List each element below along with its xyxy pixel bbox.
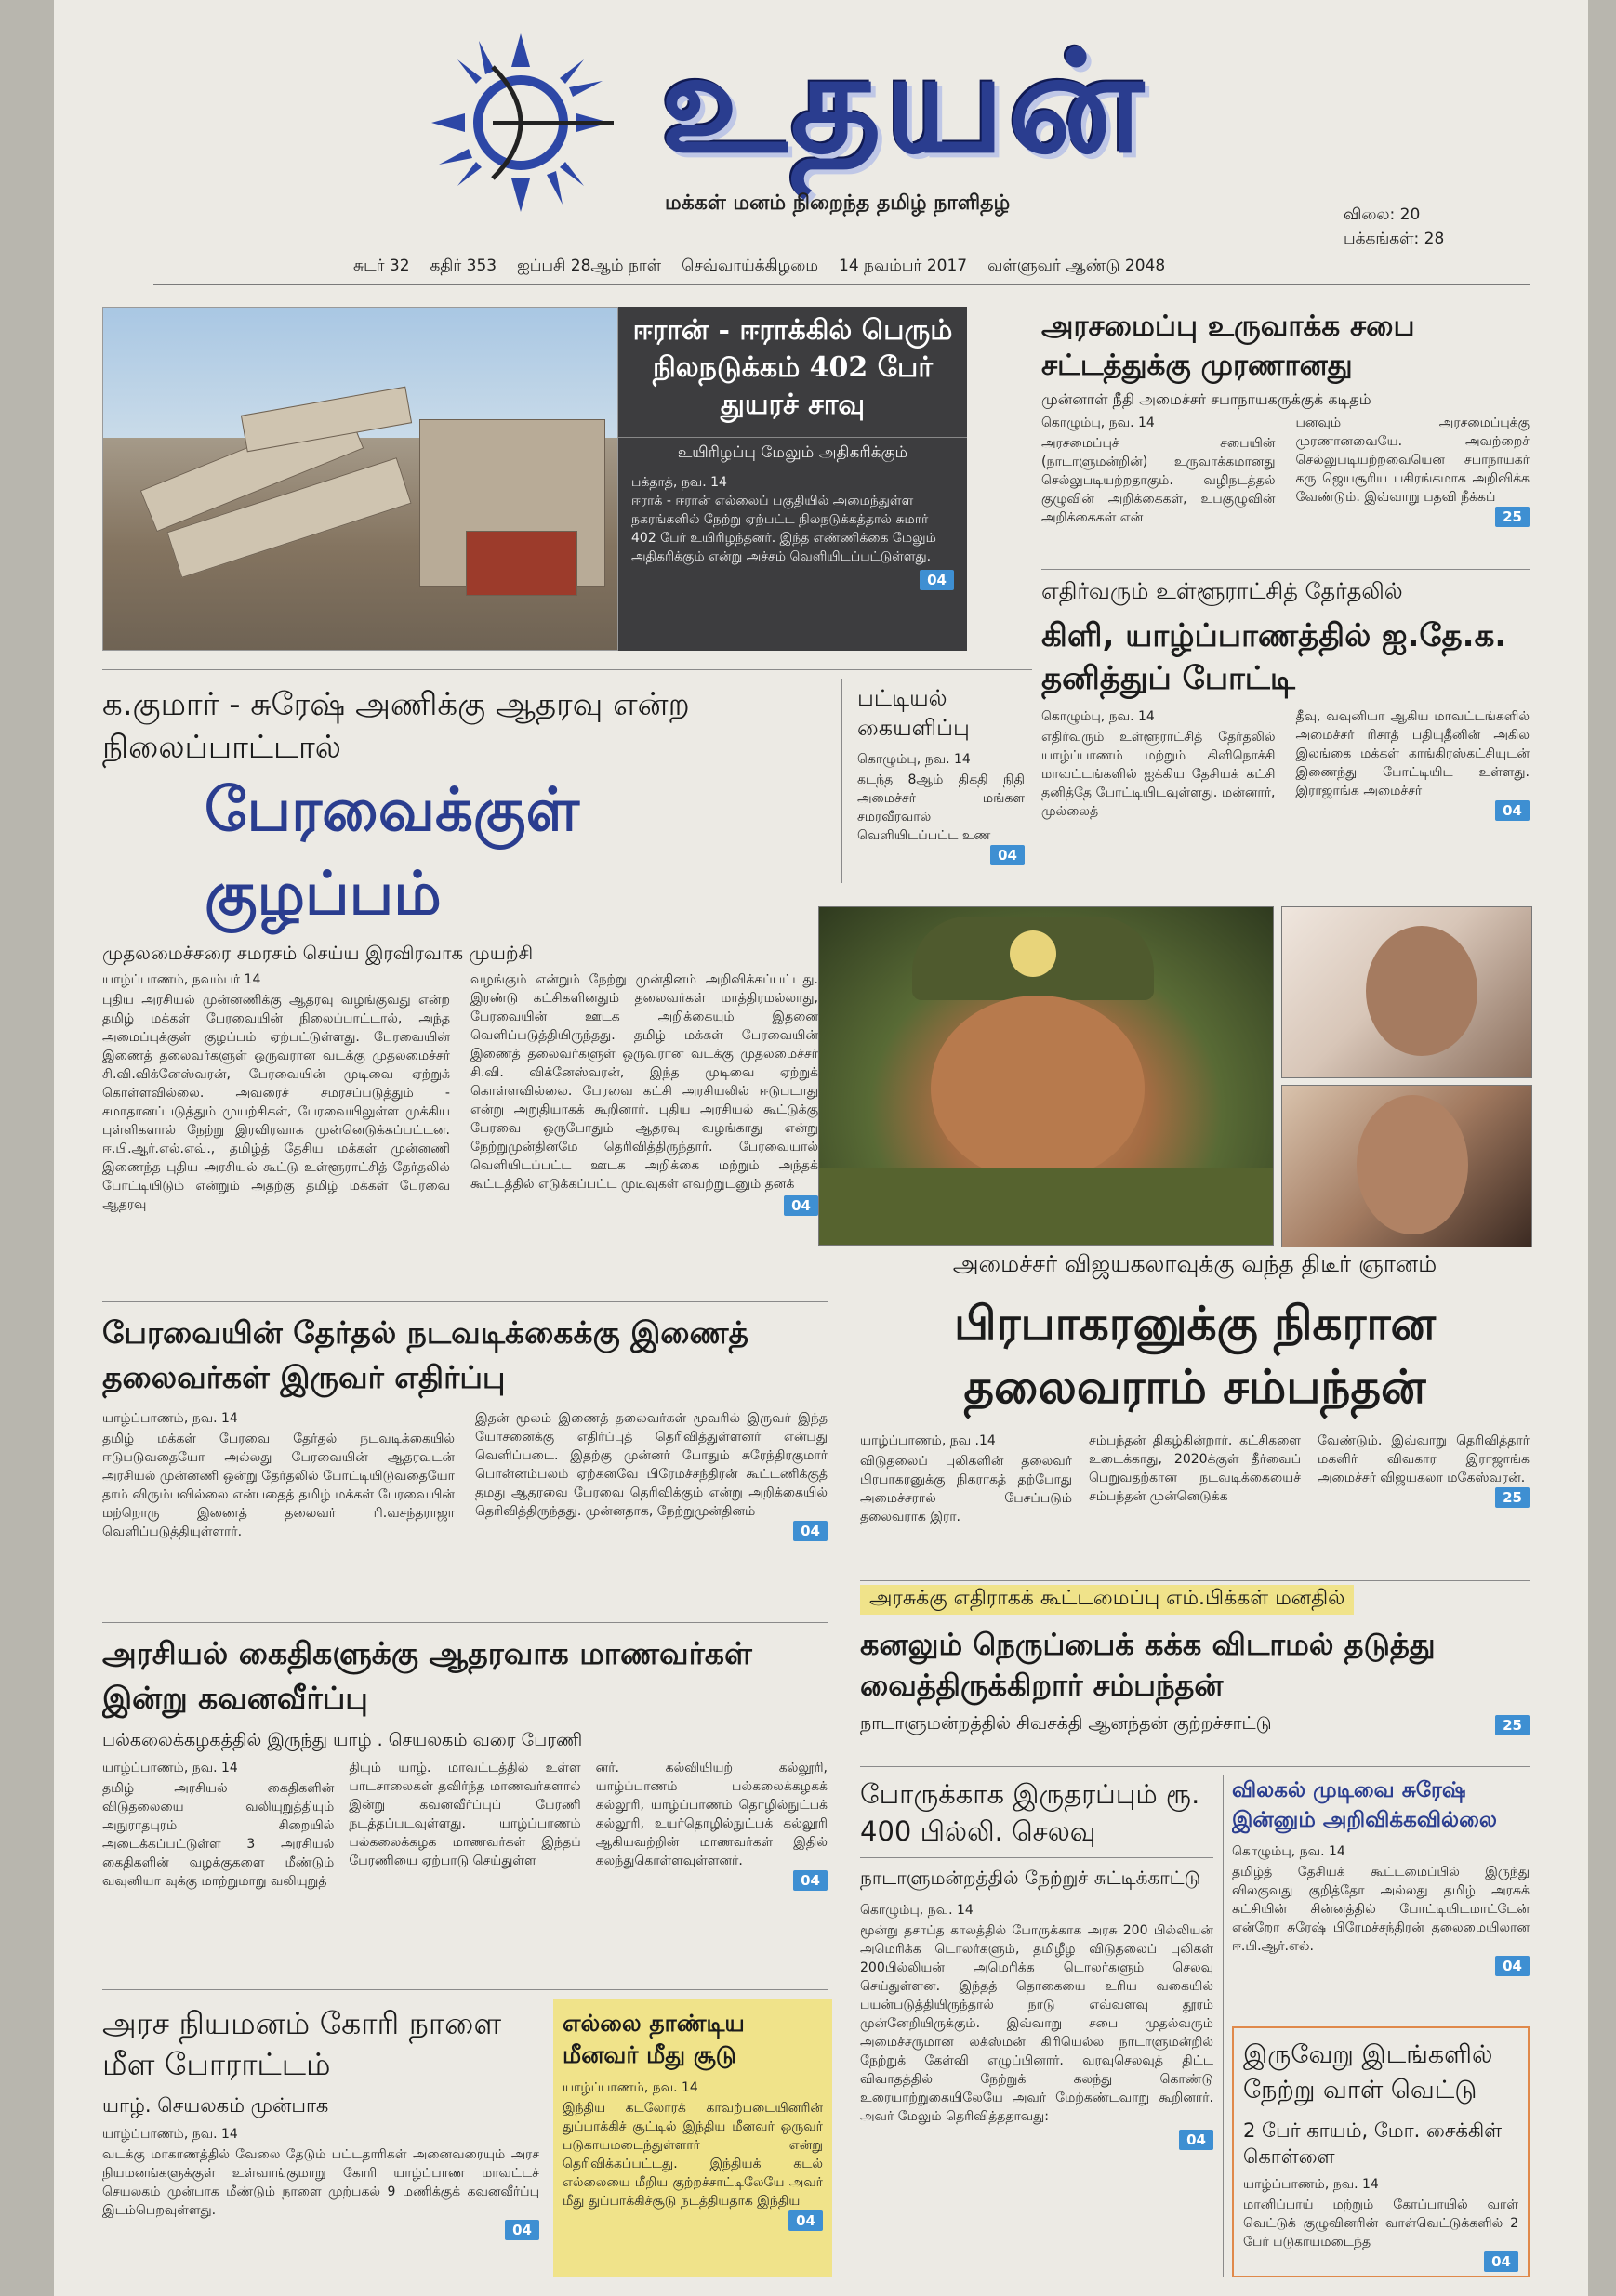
prabha-story — [860, 1292, 1530, 1576]
continued-marker: 04 — [1495, 1956, 1530, 1976]
constitution-col2 — [1296, 414, 1530, 527]
constitution-byline: கொழும்பு, நவ. 14 — [1041, 416, 1155, 430]
stabbing-headline: இருவேறு இடங்களில் நேற்று வாள் வெட்டு — [1243, 2040, 1493, 2105]
students-byline: யாழ்ப்பாணம், நவ. 14 — [102, 1761, 238, 1775]
students-col2: தியும் யாழ். மாவட்டத்தில் உள்ள பாடசாலைகள் தவிர்ந்த மாணவர்களால் இன்று கவனவீர்ப்புப் பேரணி நடத்தப்படவுள்ளது. யாழ்ப்பாணம் பல்கலைக்கழக மாணவர்கள் இந்தப் பேரணியை ஏற்பாடு செய்துள்ள — [349, 1761, 581, 1868]
students-headline: அரசியல் கைதிகளுக்கு ஆதரவாக மாணவர்கள் இன்று கவனவீர்ப்பு — [102, 1635, 752, 1716]
peravai-text-2: வழங்கும் என்றும் நேற்று முன்தினம் அறிவிக்கப்பட்டது. இரண்டு கட்சிகளினதும் தலைவர்கள் மாத்திரமல்லாது, பேரவையின் ஊடக அறிக்கையும் இதனை வெளிப்படுத்தியிருந்தது. தமிழ் மக்கள் பேரவையின் இணைத் தலைவர்களுள் ஒருவரான வடக்கு முதலமைச்சர் சி.வி. விக்னேஸ்வரன், இந்த முடிவை ஏற்றுக் கொள்ளவில்லை. பேரவை கட்சி அரசியலில் ஈடுபடாது என்று அறுதியாகக் கூறினார். புதிய அரசியல் கூட்டுக்கு பேரவை ஒருபோதும் ஆதரவு வழங்காது என்று நேற்றுமுன்தினமே தெரிவித்திருந்தார். பேரவையால் வெளியிடப்பட்ட ஊடக அறிக்கை மற்றும் அந்தக் கூட்டத்தில் எடுக்கப்பட்ட முடிவுகள் எவற்றுடனும் தனக் — [470, 972, 818, 1192]
stabbing-body — [1243, 2175, 1518, 2272]
prabha-col3 — [1318, 1432, 1530, 1526]
divider — [1041, 569, 1530, 570]
suresh-byline: கொழும்பு, நவ. 14 — [1232, 1844, 1345, 1859]
lead-byline: பக்தாத், நவ. 14 — [631, 475, 727, 490]
divider — [1223, 1775, 1224, 2277]
election-col2 — [475, 1409, 828, 1541]
jobs-headline: அரச நியமனம் கோரி நாளை மீள போராட்டம் — [102, 2005, 502, 2082]
election-col1 — [102, 1409, 455, 1541]
fishers-story — [553, 1999, 832, 2277]
constitution-story — [1041, 307, 1530, 576]
pattiyal-story — [857, 683, 1025, 883]
fishers-body — [563, 2078, 823, 2231]
continued-marker: 25 — [1495, 1487, 1530, 1508]
sampanthan-headline: கனலும் நெருப்பைக் கக்க விடாமல் தடுத்து வைத்திருக்கிறார் சம்பந்தன் — [860, 1627, 1436, 1703]
divider — [102, 669, 1032, 670]
price-text: விலை: 20 — [1344, 205, 1421, 224]
peravai-col1 — [102, 970, 450, 1216]
masthead-rule — [153, 284, 1530, 285]
date-item: சுடர் 32 — [353, 257, 410, 275]
divider — [860, 1580, 1530, 1581]
photo-caption — [860, 1250, 1530, 1287]
kili-story — [1041, 578, 1530, 880]
divider — [102, 1301, 828, 1302]
price-box — [1344, 203, 1444, 251]
date-item: கதிர் 353 — [430, 257, 497, 275]
election-text-2: இதன் மூலம் இணைத் தலைவர்கள் மூவரில் இருவர் இந்த யோசனைக்கு எதிர்ப்புத் தெரிவித்துள்ளனர் என்பது வெளிப்படை. இதற்கு முன்னர் போதும் சுரேந்திரகுமார் பொன்னம்பலம் ஏற்கனவே பிரேமச்சந்திரன் கூட்டணிக்குத் தமது ஆதரவை பேரவை தெரிவிக்கும் என்று அறிக்கையில் தெரிவித்திருந்தது. முன்னதாக, நேற்றுமுன்தினம் — [475, 1411, 828, 1519]
war-subtitle: நாடாளுமன்றத்தில் நேற்றுச் சுட்டிக்காட்டு — [860, 1857, 1213, 1892]
stabbing-text: மானிப்பாய் மற்றும் கோப்பாயில் வாள் வெட்டுக் குழுவினரின் வாள்வெட்டுக்களில் 2 பேர் படுகாயமடைந்த — [1243, 2197, 1518, 2250]
divider — [860, 1766, 1530, 1767]
suresh-headline: விலகல் முடிவை சுரேஷ் இன்னும் அறிவிக்கவில்லை — [1232, 1778, 1497, 1832]
continued-marker: 04 — [788, 2210, 823, 2231]
lead-headline: ஈரான் - ஈராக்கில் பெரும் நிலநடுக்கம் 402 பேர் துயரச் சாவு — [632, 314, 953, 421]
jobs-text: வடக்கு மாகாணத்தில் வேலை தேடும் பட்டதாரிகள் அனைவரையும் அரச நியமனங்களுக்குள் உள்வாங்குமாறு கோரி யாழ்ப்பாண மாவட்டச் செயலகம் முன்பாக மீண்டும் நாளை முற்பகல் 9 மணிக்குக் கவனவீர்ப்பு இடம்பெறவுள்ளது. — [102, 2147, 539, 2218]
prabha-headline: பிரபாகரனுக்கு நிகரான தலைவராம் சம்பந்தன் — [954, 1296, 1436, 1414]
constitution-col1 — [1041, 414, 1276, 527]
students-col3 — [596, 1759, 828, 1891]
continued-marker: 04 — [1179, 2130, 1213, 2150]
continued-marker: 04 — [1484, 2251, 1518, 2272]
sampanthan-kicker: அரசுக்கு எதிராகக் கூட்டமைப்பு எம்.பிக்கள் மனதில் — [860, 1585, 1354, 1615]
continued-marker: 04 — [990, 845, 1025, 865]
constitution-headline: அரசமைப்பு உருவாக்க சபை சட்டத்துக்கு முரணானது — [1041, 310, 1415, 382]
students-col1 — [102, 1759, 334, 1891]
fishers-byline: யாழ்ப்பாணம், நவ. 14 — [563, 2080, 698, 2095]
jobs-byline: யாழ்ப்பாணம், நவ. 14 — [102, 2127, 238, 2142]
continued-marker: 04 — [784, 1195, 818, 1216]
kili-col1 — [1041, 707, 1276, 821]
election-byline: யாழ்ப்பாணம், நவ. 14 — [102, 1411, 238, 1426]
election-headline: பேரவையின் தேர்தல் நடவடிக்கைக்கு இணைத் தலைவர்கள் இருவர் எதிர்ப்பு — [102, 1314, 749, 1395]
peravai-kicker: க.குமார் - சுரேஷ் அணிக்கு ஆதரவு என்ற நிலைப்பாட்டால் — [102, 686, 690, 766]
leader-photo — [818, 906, 1274, 1246]
students-story — [102, 1631, 828, 1966]
pages-text: பக்கங்கள்: 28 — [1344, 230, 1445, 248]
kili-kicker: எதிர்வரும் உள்ளூராட்சித் தேர்தலில் — [1041, 578, 1403, 604]
divider — [102, 1989, 828, 1990]
photo-caption-text: அமைச்சர் விஜயகலாவுக்கு வந்த திடீர் ஞானம் — [952, 1250, 1437, 1277]
lead-story-box — [618, 307, 967, 651]
vijayakala-photo — [1281, 1085, 1532, 1247]
sun-emblem-icon — [428, 30, 614, 216]
prabha-col1 — [860, 1432, 1072, 1526]
peravai-text: புதிய அரசியல் முன்னணிக்கு ஆதரவு வழங்குவது என்ற தமிழ் மக்கள் பேரவையின் நிலைப்பாட்டால், அந்த அமைப்புக்குள் குழப்பம் ஏற்பட்டுள்ளது. பேரவையின் இணைத் தலைவர்களுள் ஒருவரான வடக்கு முதலமைச்சர் சி.வி.விக்னேஸ்வரன், பேரவையின் முடிவை ஏற்றுக் கொள்ளவில்லை. அவரைச் சமரசப்படுத்தும் - சமாதானப்படுத்தும் முயற்சிகள், பேரவையிலுள்ள முக்கிய புள்ளிகளால் நேற்று இரவிரவாக முன்னெடுக்கப்பட்டன. ஈ.பி.ஆர்.எல்.எவ்., தமிழ்த் தேசிய மக்கள் முன்னணி இணைந்த புதிய அரசியல் கூட்டு உள்ளூராட்சித் தேர்தலில் போட்டியிடும் என்றும் அதற்கு தமிழ் மக்கள் பேரவை ஆதரவு — [102, 993, 450, 1212]
continued-marker: 04 — [505, 2220, 539, 2240]
date-item: வள்ளுவர் ஆண்டு 2048 — [987, 257, 1166, 275]
masthead — [372, 19, 1265, 232]
continued-marker: 04 — [793, 1870, 828, 1891]
suresh-story — [1232, 1775, 1530, 2017]
pattiyal-body — [857, 750, 1025, 865]
war-headline: போருக்காக இருதரப்பும் ரூ. 400 பில்லி. செலவு — [860, 1778, 1200, 1847]
pattiyal-byline: கொழும்பு, நவ. 14 — [857, 752, 971, 767]
lead-subtitle: உயிரிழப்பு மேலும் அதிகரிக்கும் — [618, 437, 967, 464]
peravai-col2 — [470, 970, 818, 1216]
pattiyal-text: கடந்த 8ஆம் திகதி நிதி அமைச்சர் மங்கள சமரவீரவால் வெளியிடப்பட்ட உண — [857, 772, 1025, 843]
prabha-text: விடுதலைப் புலிகளின் தலைவர் பிரபாகரனுக்கு நிகராகத் தற்போது அமைச்சரால் பேசப்படும் தலைவராக இரா. — [860, 1454, 1072, 1524]
peravai-story — [102, 683, 818, 1297]
constitution-subtitle: முன்னாள் நீதி அமைச்சர் சபாநாயகருக்குக் கடிதம் — [1041, 390, 1371, 408]
pattiyal-headline: பட்டியல் கையளிப்பு — [857, 685, 970, 741]
sampanthan-story — [860, 1585, 1530, 1766]
continued-marker: 04 — [793, 1521, 828, 1541]
continued-marker: 04 — [920, 570, 954, 590]
students-subtitle: பல்கலைக்கழகத்தில் இருந்து யாழ் . செயலகம் வரை பேரணி — [102, 1730, 583, 1750]
continued-marker: 04 — [1495, 800, 1530, 821]
war-byline: கொழும்பு, நவ. 14 — [860, 1903, 974, 1918]
stabbing-byline: யாழ்ப்பாணம், நவ. 14 — [1243, 2177, 1379, 2192]
peravai-byline: யாழ்ப்பாணம், நவம்பர் 14 — [102, 972, 261, 987]
divider — [841, 679, 842, 883]
masthead-title: உதயன் — [660, 20, 1147, 184]
war-body — [860, 1901, 1213, 2150]
jobs-subtitle: யாழ். செயலகம் முன்பாக — [102, 2094, 329, 2117]
kili-text: எதிர்வரும் உள்ளூராட்சித் தேர்தலில் யாழ்ப்பாணம் மற்றும் கிளிநொச்சி மாவட்டங்களில் ஐக்கிய தேசியக் கட்சி தனித்தே போட்டியிடவுள்ளது. மன்னார், முல்லைத் — [1041, 730, 1276, 819]
election-story — [102, 1311, 828, 1599]
war-story — [860, 1775, 1213, 2277]
lead-body — [618, 464, 967, 600]
kili-headline: கிளி, யாழ்ப்பாணத்தில் ஐ.தே.க. தனித்துப் போட்டி — [1041, 617, 1507, 697]
divider — [102, 1622, 828, 1623]
kili-byline: கொழும்பு, நவ. 14 — [1041, 709, 1155, 724]
suresh-body — [1232, 1842, 1530, 1976]
continued-marker: 25 — [1495, 1715, 1530, 1735]
prabha-byline: யாழ்ப்பாணம், நவ .14 — [860, 1433, 996, 1448]
continued-marker: 25 — [1495, 507, 1530, 527]
jobs-story — [102, 2003, 539, 2282]
prabha-text-3: வேண்டும். இவ்வாறு தெரிவித்தார் மகளிர் விவகார இராஜாங்க அமைச்சர் விஜயகலா மகேஸ்வரன். — [1318, 1433, 1530, 1485]
date-item: 14 நவம்பர் 2017 — [839, 257, 968, 275]
suresh-text: தமிழ்த் தேசியக் கூட்டமைப்பில் இருந்து விலகுவது குறித்தோ அல்லது தமிழ் அரசுக் கட்சியின் சின்னத்தில் போட்டியிடமாட்டேன் என்றோ சுரேஷ் பிரேமச்சந்திரன் தலைமையிலான ஈ.பி.ஆர்.எல். — [1232, 1865, 1530, 1954]
peravai-headline: பேரவைக்குள் குழப்பம் — [205, 775, 580, 929]
prabha-col2: சம்பந்தன் திகழ்கின்றார். கட்சிகளை உடைக்காது, 2020க்குள் தீர்வைப் பெறுவதற்கான நடவடிக்கையைச் சம்பந்தன் முன்னெடுக்க — [1089, 1433, 1301, 1504]
fishers-text: இந்திய கடலோரக் காவற்படையினரின் துப்பாக்கிச் சூட்டில் இந்திய மீனவர் ஒருவர் படுகாயமடைந்துள்ளார் என்று தெரிவிக்கப்பட்டது. இந்தியக் கடல் எல்லையை மீறிய குற்றச்சாட்டிலேயே அவர் மீது துப்பாக்கிச்சூடு நடத்தியதாக இந்திய — [563, 2101, 823, 2209]
sampanthan-photo — [1281, 906, 1532, 1078]
kili-col2 — [1296, 707, 1530, 821]
peravai-subtitle: முதலமைச்சரை சமரசம் செய்ய இரவிரவாக முயற்சி — [102, 942, 534, 964]
date-item: ஐப்பசி 28ஆம் நாள் — [517, 257, 662, 275]
date-item: செவ்வாய்க்கிழமை — [682, 257, 818, 275]
election-text: தமிழ் மக்கள் பேரவை தேர்தல் நடவடிக்கையில் ஈடுபடுவதையோ அல்லது பேரவையின் ஆதரவுடன் அரசியல் முன்னணி ஒன்று தேர்தலில் போட்டியிடுவதையோ தாம் விரும்பவில்லை என்பதைத் தமிழ் மக்கள் பேரவையின் மற்றொரு இணைத் தலைவர் ரி.வசந்தராஜா வெளிப்படுத்தியுள்ளார். — [102, 1432, 455, 1539]
constitution-text-2: பனவும் அரசமைப்புக்கு முரணானவையே. அவற்றைச் செல்லுபடியற்றவையென சபாநாயகர் கரு ஜெயசூரிய பகிரங்கமாக அறிவிக்க வேண்டும். இவ்வாறு பதவி நீக்கப் — [1295, 416, 1530, 505]
stabbing-story — [1232, 2026, 1530, 2277]
jobs-body — [102, 2125, 539, 2240]
students-text-3: னர். கல்வியியற் கல்லூரி, யாழ்ப்பாணம் பல்கலைக்கழகக் கல்லூரி, யாழ்ப்பாணம் தொழில்நுட்பக் கல்லூரி, உயர்தொழில்நுட்பக் கல்லூரி ஆகியவற்றின் மாணவர்கள் இதில் கலந்துகொள்ளவுள்ளனர். — [595, 1761, 828, 1868]
constitution-text: அரசமைப்புச் சபையின் (நாடாளுமன்றின்) உருவாக்கமானது செல்லுபடியற்றதாகும். வழிநடத்தல் குழுவின் அறிக்கைகள், உபகுழுவின் அறிக்கைகள் என் — [1041, 436, 1276, 525]
masthead-tagline: மக்கள் மனம் நிறைந்த தமிழ் நாளிதழ் — [665, 191, 1011, 215]
stabbing-subtitle: 2 பேர் காயம், மோ. சைக்கிள் கொள்ளை — [1243, 2119, 1503, 2168]
kili-text-2: தீவு, வவுனியா ஆகிய மாவட்டங்களில் அமைச்சர் ரிசாத் பதியுதீனின் அகில இலங்கை மக்கள் காங்கிரஸ்கட்சியுடன் இணைந்து போட்டியிட உள்ளது. இராஜாங்க அமைச்சர் — [1295, 709, 1530, 798]
sampanthan-subtitle: நாடாளுமன்றத்தில் சிவசக்தி ஆனந்தன் குற்றச்சாட்டு — [860, 1713, 1272, 1734]
earthquake-photo — [102, 307, 618, 651]
war-text: மூன்று தசாப்த காலத்தில் போருக்காக அரசு 200 பில்லியன் அமெரிக்க டொலர்களும், தமிழீழ விடுதலைப் புலிகள் 200பில்லியன் அமெரிக்க டொலர்களும் செலவு செய்துள்ளன. இந்தத் தொகையை உரிய வகையில் பயன்படுத்தியிருந்தால் நாடு எவ்வளவு தூரம் முன்னேறியிருக்கும். இவ்வாறு சபை முதல்வரும் அமைச்சருமான லக்ஸ்மன் கிரியெல்ல நாடாளுமன்றில் நேற்றுக் கேள்வி எழுப்பினார். வரவுசெலவுத் திட்ட விவாதத்தில் நேற்றுக் கலந்து கொண்டு உரையாற்றுகையிலேயே அவர் மேற்கண்டவாறு கூறினார். அவர் மேலும் தெரிவித்ததாவது: — [860, 1923, 1213, 2124]
students-text: தமிழ் அரசியல் கைதிகளின் விடுதலையை வலியுறுத்தியும் அநுராதபுரம் சிறையில் அடைக்கப்பட்டுள்ள 3 அரசியல் கைதிகளின் வழக்குகளை மீண்டும் வவுனியா வுக்கு மாற்றுமாறு வலியுறுத் — [102, 1781, 335, 1889]
dateline — [353, 257, 1283, 277]
lead-text: ஈராக் - ஈரான் எல்லைப் பகுதியில் அமைந்துள்ள நகரங்களில் நேற்று ஏற்பட்ட நிலநடுக்கத்தால் சுமார் 402 பேர் உயிரிழந்தனர். இந்த எண்ணிக்கை மேலும் அதிகரிக்கும் என்று அச்சம் வெளியிடப்பட்டுள்ளது. — [631, 494, 936, 564]
fishers-headline: எல்லை தாண்டிய மீனவர் மீது சூடு — [563, 2010, 745, 2068]
